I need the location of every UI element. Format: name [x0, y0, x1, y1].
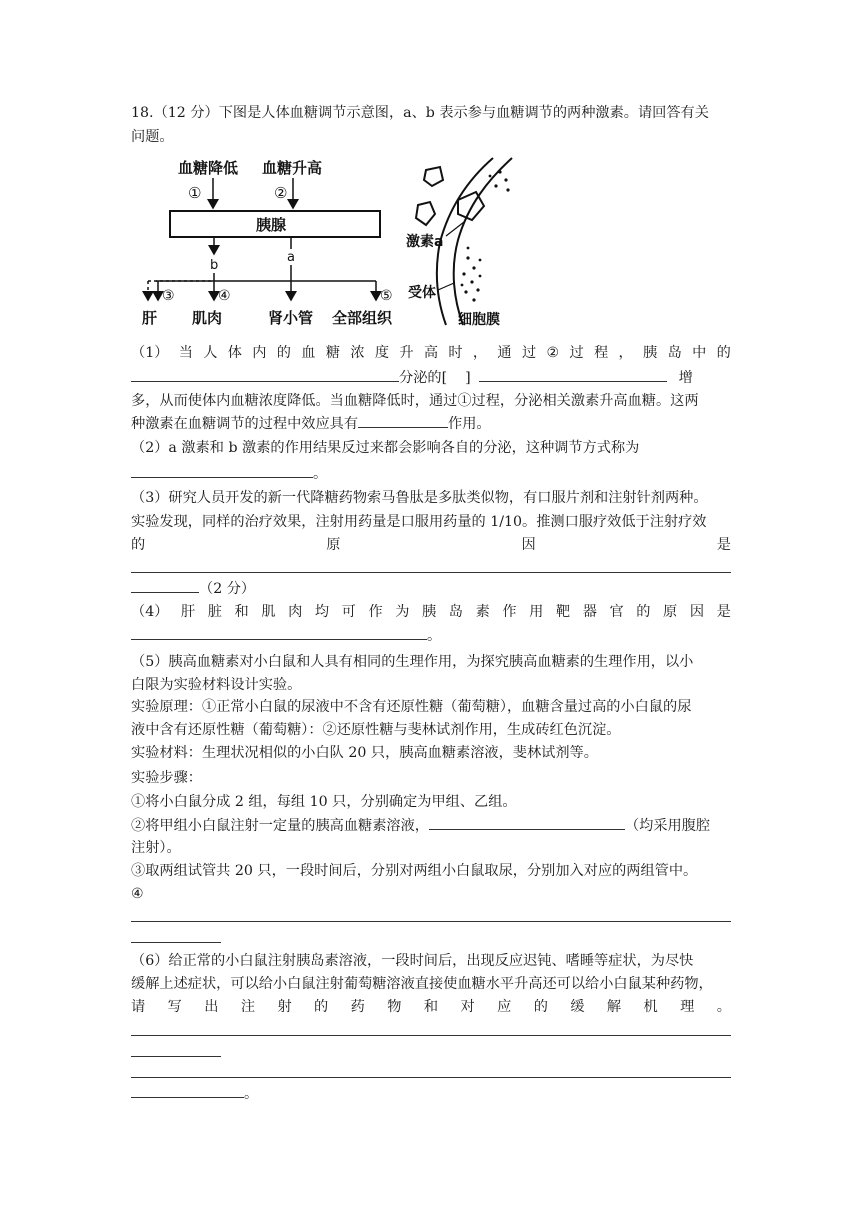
q3-line3-word: 是 [716, 537, 731, 553]
q1-line1-char: 的 [276, 345, 291, 361]
q5-step2 [131, 814, 731, 837]
answer-blank[interactable] [131, 1082, 244, 1098]
q4-line1-char: 肉 [288, 604, 303, 620]
q4-line1-char: 的 [636, 604, 651, 620]
pathway-2-marker: ② [274, 184, 288, 202]
pathway-1-marker: ① [188, 184, 202, 202]
q6-line3-word: 机 [643, 999, 658, 1015]
q6-end-mark: 。 [244, 1086, 259, 1102]
q6-line3-word: 的 [533, 999, 548, 1015]
q6-line3-word: 解 [606, 999, 622, 1015]
q3-line3-word: 原 [326, 537, 341, 553]
question-header-line2: 问题。 [131, 129, 174, 145]
q1-line1-char: 通 [497, 345, 512, 361]
q3-line3-word: 的 [131, 537, 146, 553]
q4-line1-char: 用 [529, 604, 544, 620]
q4-line1-char: 为 [395, 604, 410, 620]
answer-blank[interactable] [479, 366, 667, 382]
stimulus-high-label: 血糖升高 [262, 159, 323, 177]
q5-principle1: 实验原理：①正常小白鼠的尿液中不含有还原性糖（葡萄糖），血糖含量过高的小白鼠的尿 [131, 699, 692, 715]
q1-line1-char: 升 [399, 345, 414, 361]
answer-blank[interactable] [131, 577, 199, 593]
q4-line1-char: 器 [582, 604, 597, 620]
receptor-label: 受体 [408, 285, 436, 301]
q4-line1-char: 可 [341, 604, 356, 620]
blood-sugar-diagram [128, 150, 528, 330]
q6-line3-word: 出 [204, 999, 219, 1015]
target-5-marker: ⑤ [380, 288, 393, 304]
q4-line1-char: 原 [663, 604, 678, 620]
q1-line1-char: 人 [203, 345, 218, 361]
cell-membrane-label: 细胞膜 [458, 312, 500, 328]
q3-score: （2 分） [199, 581, 256, 597]
q1-line1-char: ， [472, 345, 488, 361]
q4-line2 [131, 624, 731, 647]
q6-line3-word: 理 [680, 999, 695, 1015]
q1-line1-char: 高 [423, 345, 439, 361]
q1-line1-char: 体 [227, 345, 242, 361]
q6-line3-word: 注 [240, 999, 256, 1015]
q5-line2: 白限为实验材料设计实验。 [131, 677, 302, 693]
q2-line1: （2）a 激素和 b 激素的作用结果反过来都会影响各自的分泌，这种调节方式称为 [131, 440, 640, 456]
q3-line3-word: 因 [521, 537, 536, 553]
answer-blank[interactable] [429, 814, 625, 830]
q1-line1 [131, 342, 731, 364]
target-4-marker: ④ [218, 288, 231, 304]
q6-line3-word: 请 [131, 999, 146, 1015]
q1-line1-char: 浓 [350, 345, 365, 361]
q6-line2: 缓解上述症状，可以给小白鼠注射葡萄糖溶液直接使血糖水平升高还可以给小白鼠某种药物， [131, 976, 713, 992]
q6-line3-word: 药 [350, 999, 365, 1015]
q5-step3: ③取两组试管共 20 只，一段时间后，分别对两组小白鼠取尿，分别加入对应的两组管中。 [131, 863, 698, 879]
q1-line1-char: ② [546, 345, 560, 361]
q1-line1-char: 度 [374, 345, 390, 361]
answer-blank[interactable] [131, 462, 313, 478]
q1-line4 [131, 412, 731, 435]
q4-line1-char: 岛 [448, 604, 463, 620]
q4-line1 [131, 601, 731, 623]
q6-line3 [131, 996, 731, 1018]
q6-line1: （6）给正常的小白鼠注射胰岛素溶液，一段时间后，出现反应迟钝、嗜睡等症状，为尽快 [131, 953, 694, 969]
q1-line1-char: 当 [178, 345, 193, 361]
q2-line2-end: 。 [313, 466, 328, 482]
receptor-pointer [438, 283, 454, 290]
q1-line1-char: 程 [594, 345, 609, 361]
q1-line1-char: 时 [448, 345, 463, 361]
stimulus-low-label: 血糖降低 [178, 159, 239, 177]
answer-rule[interactable] [131, 942, 221, 943]
q4-line1-char: 肌 [261, 604, 276, 620]
q6-line3-word: 的 [314, 999, 329, 1015]
q3-line1: （3）研究人员开发的新一代降糖药物索马鲁肽是多肽类似物，有口服片剂和注射针剂两种。 [131, 490, 708, 506]
q1-line1-char: （1） [131, 345, 169, 361]
q1-line1-char: 糖 [325, 345, 341, 361]
q5-step4: ④ [131, 886, 144, 902]
q4-line1-char: 和 [234, 604, 249, 620]
answer-rule[interactable] [131, 572, 731, 573]
q5-principle2: 液中含有还原性糖（葡萄糖）：②还原性糖与斐林试剂作用，生成砖红色沉淀。 [131, 722, 621, 738]
q4-line1-char: 官 [609, 604, 624, 620]
q1-line1-char: 胰 [643, 345, 658, 361]
q6-line3-word: 缓 [570, 999, 585, 1015]
answer-blank[interactable] [358, 412, 448, 428]
q4-line1-char: 素 [475, 604, 490, 620]
q4-line1-char: 作 [368, 604, 383, 620]
q1-line1-char: 的 [716, 345, 731, 361]
q6-line3-word: 对 [460, 999, 475, 1015]
q6-line3-word: 。 [716, 999, 731, 1015]
q6-line3-word: 和 [423, 999, 439, 1015]
q3-line2: 实验发现，同样的治疗效果，注射用药量是口服用药量的 1/10。推测口服疗效低于注射疗效 [131, 514, 707, 530]
target-3-marker: ③ [162, 288, 175, 304]
q4-line1-char: 是 [716, 604, 731, 620]
q1-bracket-close: ] [465, 370, 471, 386]
q1-line1-char: 过 [569, 345, 584, 361]
target-muscle-label: 肌肉 [192, 309, 223, 327]
q6-line3-word: 写 [167, 999, 182, 1015]
answer-blank[interactable] [131, 624, 427, 640]
hormone-a-cell-label: 激素a [406, 234, 444, 250]
q5-step2-line2: 注射）。 [131, 840, 181, 856]
q1-line3: 多，从而使体内血糖浓度降低。当血糖降低时，通过①过程，分泌相关激素升高血糖。这两 [131, 393, 699, 409]
q1-line4-start: 种激素在血糖调节的过程中效应具有 [131, 416, 359, 432]
q5-step2-start: ②将甲组小白鼠注射一定量的胰高血糖素溶液， [131, 818, 429, 834]
answer-rule[interactable] [131, 921, 731, 922]
q6-line3-word: 应 [497, 999, 512, 1015]
q1-line2-mid: 分泌的[ [399, 370, 448, 386]
q5-line1: （5）胰高血糖素对小白鼠和人具有相同的生理作用，为探究胰高血糖素的生理作用，以小 [131, 654, 694, 670]
answer-rule[interactable] [131, 1077, 731, 1078]
answer-rule[interactable] [131, 1035, 731, 1036]
q1-line1-char: 内 [252, 345, 267, 361]
q5-step2-end: （均采用腹腔 [624, 818, 711, 834]
target-liver-label: 肝 [142, 309, 158, 327]
pancreas-label: 胰腺 [256, 216, 287, 234]
q1-line1-char: 血 [301, 345, 316, 361]
answer-rule[interactable] [131, 1056, 221, 1057]
target-kidney-label: 肾小管 [268, 309, 314, 327]
q5-materials: 实验材料：生理状况相似的小白队 20 只，胰高血糖素溶液，斐林试剂等。 [131, 745, 598, 761]
q4-line1-char: 作 [502, 604, 517, 620]
answer-blank[interactable] [131, 366, 399, 382]
q6-line3-word: 射 [277, 999, 292, 1015]
q4-line1-char: 因 [689, 604, 705, 620]
q1-line4-end: 作用。 [448, 416, 491, 432]
question-header-line1: 18.（12 分）下图是人体血糖调节示意图，a、b 表示参与血糖调节的两种激素。请回答有关 [131, 105, 709, 121]
q4-line1-char: （4） [131, 604, 169, 620]
q1-line1-char: 岛 [667, 345, 682, 361]
q1-line1-char: 中 [692, 345, 707, 361]
q1-line2-end: 增 [678, 370, 693, 386]
q6-last-line [131, 1082, 731, 1105]
q4-line1-char: 靶 [555, 604, 571, 620]
q1-line2 [131, 366, 731, 389]
hormone-a-label: a [287, 250, 295, 265]
q4-line1-char: 肝 [180, 604, 196, 620]
q1-line1-char: 过 [521, 345, 537, 361]
q1-line1-char: ， [618, 345, 633, 361]
q4-line2-end: 。 [427, 628, 442, 644]
hormone-b-label: b [210, 258, 219, 273]
q5-step1: ①将小白鼠分成 2 组，每组 10 只，分别确定为甲组、乙组。 [131, 794, 517, 810]
q2-line2 [131, 462, 731, 485]
q4-line1-char: 脏 [207, 604, 222, 620]
q4-line1-char: 胰 [422, 604, 437, 620]
q5-steps-title: 实验步骤： [131, 770, 202, 786]
target-all-tissue-label: 全部组织 [332, 309, 393, 327]
q3-line5 [131, 577, 731, 600]
q4-line1-char: 均 [314, 604, 330, 620]
q3-line3 [131, 534, 731, 556]
q6-line3-word: 物 [387, 999, 402, 1015]
